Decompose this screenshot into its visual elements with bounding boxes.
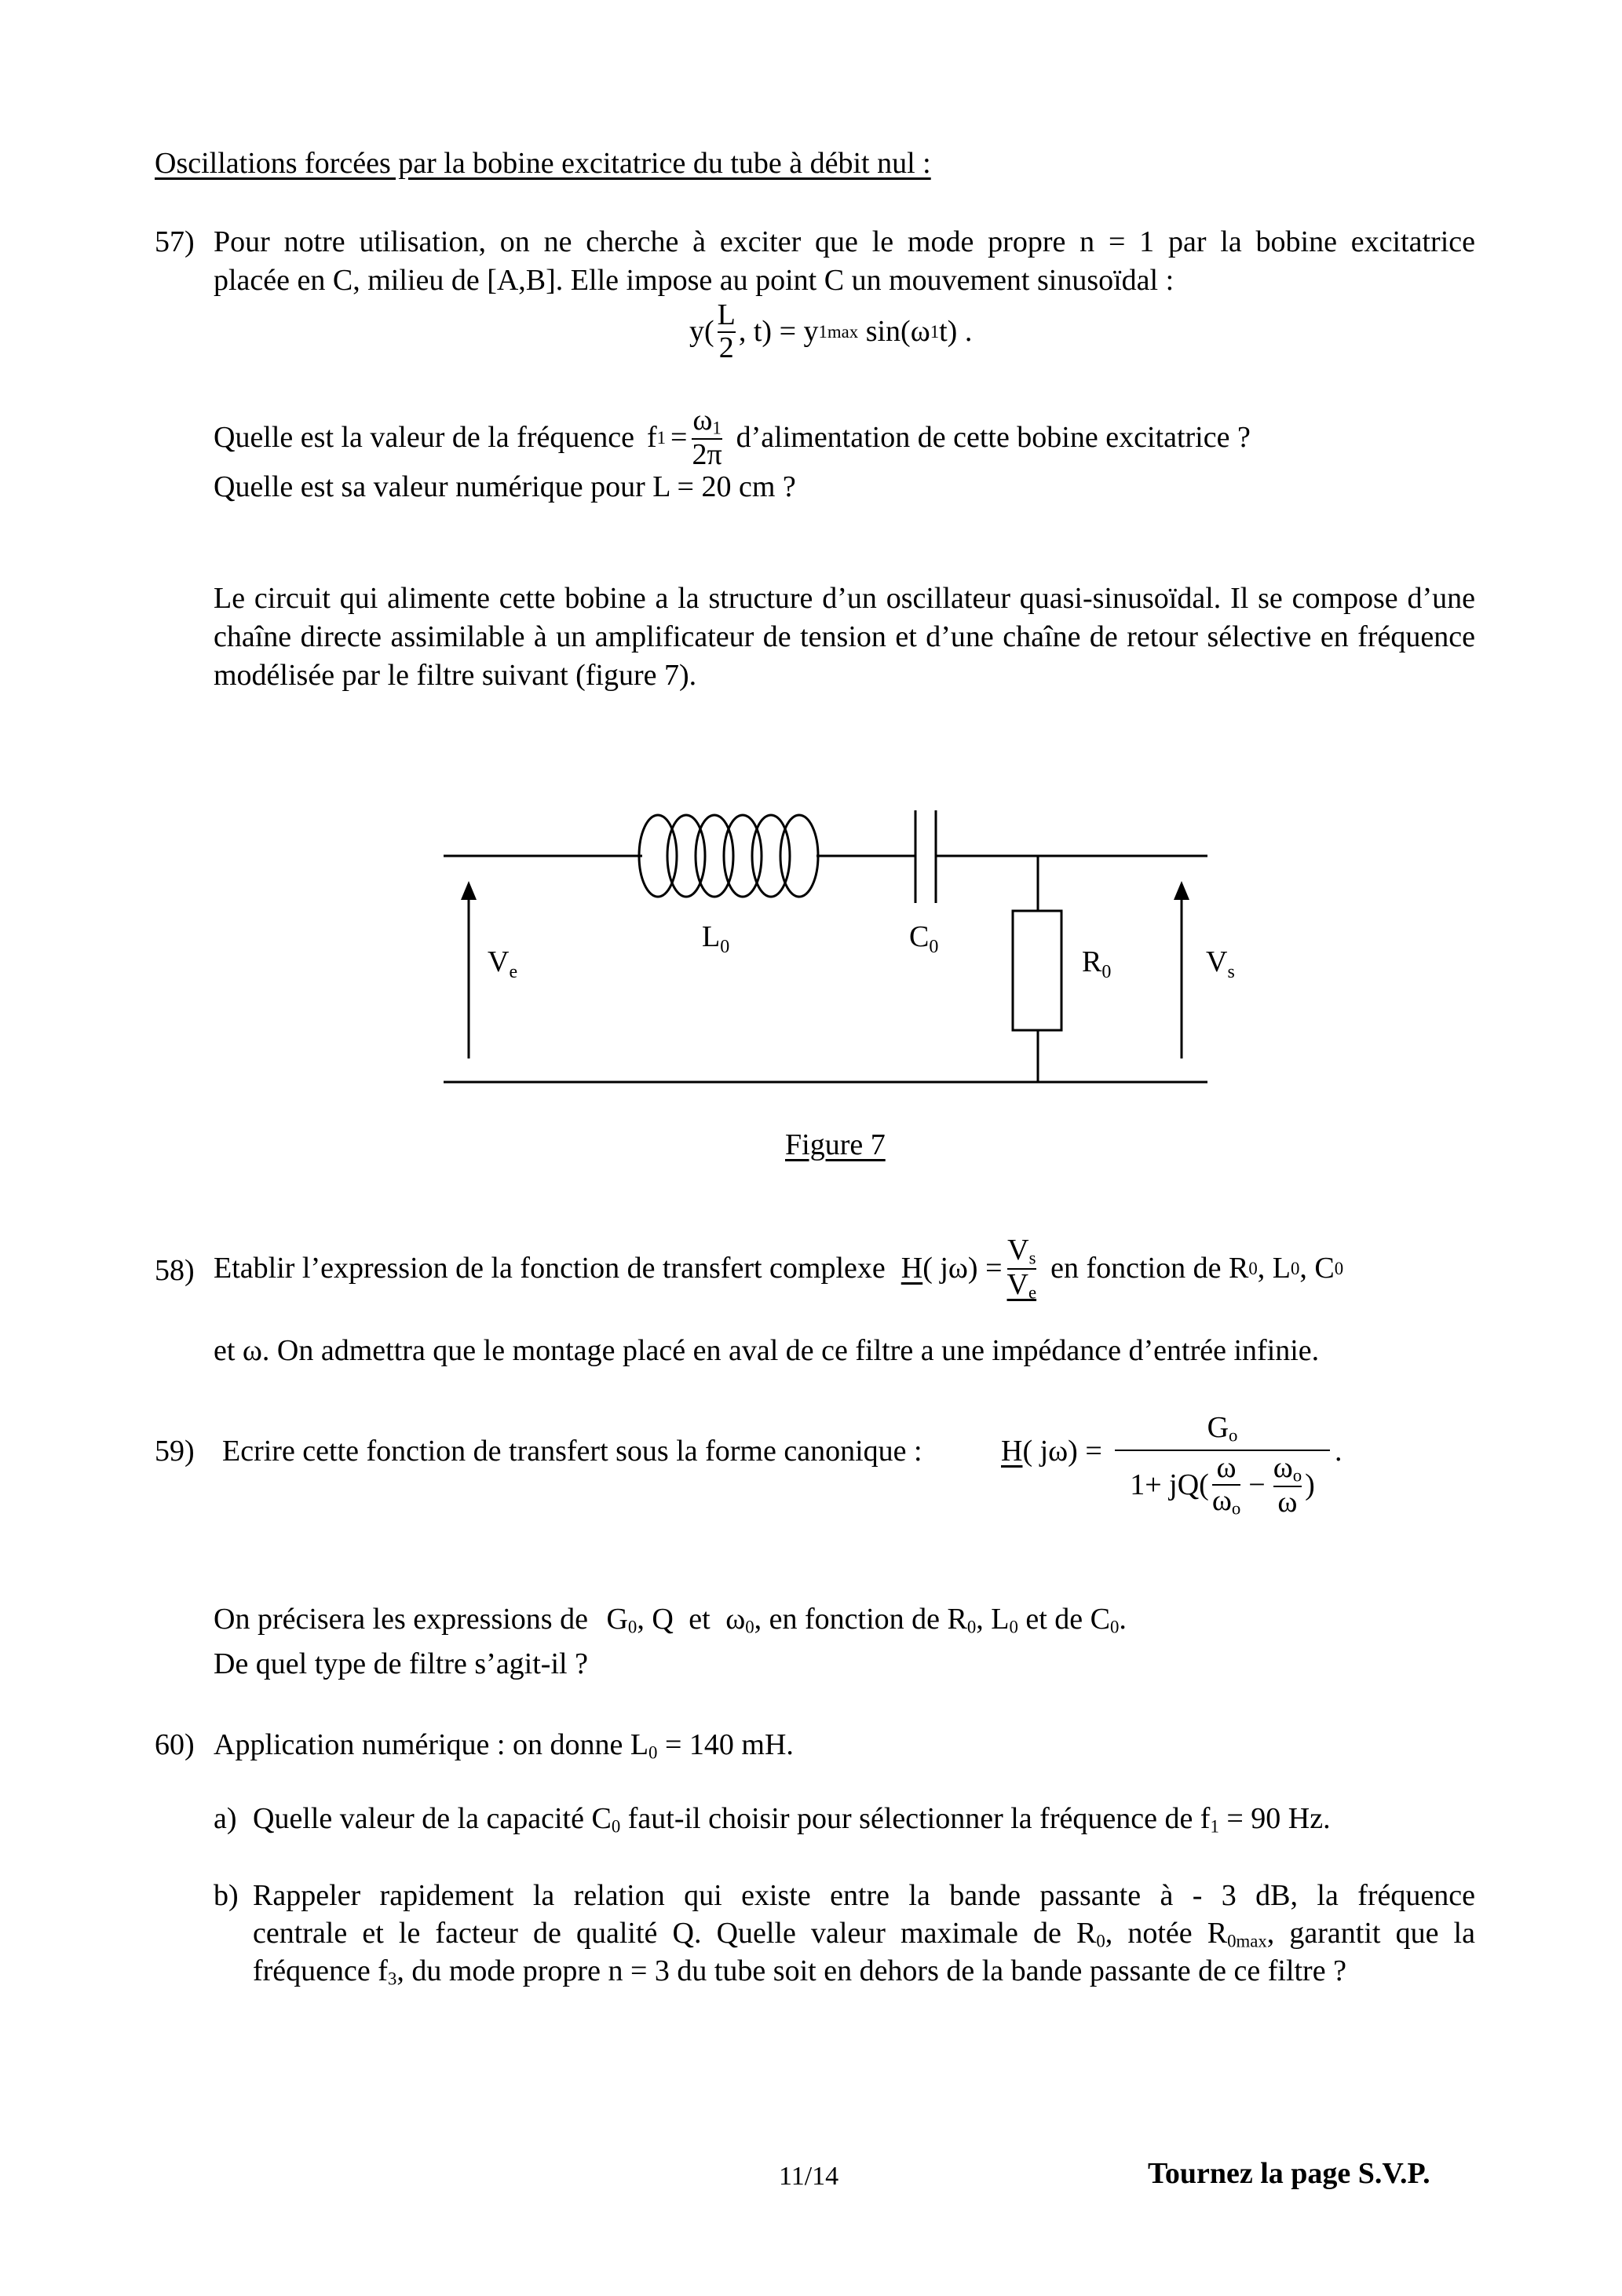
q57-number: 57)	[155, 225, 195, 258]
q57-line2: placée en C, milieu de [A,B]. Elle impose au point C un mouvement sinusoïdal :	[214, 264, 1174, 297]
q60-b-line1: Rappeler rapidement la relation qui existe entre la bande passante à - 3 dB, la fréquence	[253, 1879, 1475, 1912]
equation-y: y( $\frac{L}{2}$ , t) = y 1max sin(ω 1 t) .	[689, 298, 973, 364]
q59-period: .	[1335, 1435, 1343, 1468]
q59-precise: On précisera les expressions de $G_0$, Q et $\omega_0$, en fonction de $R_0$, $L_0$ et de $C_0$.	[214, 1603, 1127, 1637]
q57-line1: Pour notre utilisation, on ne cherche à exciter que le mode propre n = 1 par la bobine excitatrice	[214, 225, 1475, 258]
q59-number: 59)	[155, 1435, 195, 1468]
label-c0: $C_0$	[909, 920, 939, 957]
page-number: 11/14	[779, 2162, 839, 2191]
q60-number: 60)	[155, 1728, 195, 1761]
ve-arrowhead	[461, 881, 477, 900]
q60-a-text: Quelle valeur de la capacité $C_0$ faut-il choisir pour sélectionner la fréquence de $f_1 = 90$ Hz.	[253, 1802, 1331, 1837]
vs-arrowhead	[1174, 881, 1189, 900]
label-vs: $V_s$	[1206, 945, 1235, 982]
circuit-paragraph: Le circuit qui alimente cette bobine a la structure d’un oscillateur quasi-sinusoïdal. Il se compose d’une chaîne directe assimilable à un amplificateur de tension et d’une chaîne de retour sélective en fréquence modélisée par le filtre suivant (figure 7).	[214, 582, 1475, 692]
q58-line2: et ω. On admettra que le montage placé en aval de ce filtre a une impédance d’entrée infinie.	[214, 1334, 1320, 1367]
label-r0: $R_0$	[1082, 945, 1112, 982]
q58-text: Etablir l’expression de la fonction de transfert complexe H ( jω) = $\frac{V_s}{V_e}$ en fonction de R 0 , L 0 , C 0	[214, 1234, 1344, 1303]
q60-b-label: b)	[214, 1879, 239, 1912]
label-l0: $L_0$	[702, 920, 730, 957]
figure-caption: Figure 7	[785, 1128, 886, 1161]
turn-page-note: Tournez la page S.V.P.	[1148, 2157, 1430, 2190]
q59-lhs: H( jω) =	[1001, 1435, 1102, 1468]
inductor-coil	[639, 815, 818, 897]
q60-a-label: a)	[214, 1802, 237, 1835]
section-title: Oscillations forcées par la bobine excitatrice du tube à débit nul :	[155, 147, 931, 180]
q60-b-line2: centrale et le facteur de qualité Q. Quelle valeur maximale de $R_0$, notée $R_{0max}$, garantit que la	[253, 1917, 1475, 1951]
q59-type-question: De quel type de filtre s’agit-il ?	[214, 1647, 588, 1680]
q59-prompt: Ecrire cette fonction de transfert sous la forme canonique :	[222, 1435, 922, 1468]
q57-numeric-question: Quelle est sa valeur numérique pour L = 20 cm ?	[214, 470, 796, 503]
q57-frequency-question: Quelle est la valeur de la fréquence f 1 = $\frac{\omega_1}{2\pi}$ d’alimentation de cette bobine excitatrice ?	[214, 404, 1251, 471]
q60-intro: Application numérique : on donne $L_0 = 140$ mH.	[214, 1728, 794, 1763]
q60-b-line3: fréquence $f_3$, du mode propre n = 3 du tube soit en dehors de la bande passante de ce filtre ?	[253, 1954, 1346, 1989]
q58-number: 58)	[155, 1254, 195, 1287]
label-ve: $V_e$	[488, 945, 518, 982]
q59-canonical-fraction: $G_o$ 1+ jQ( $\frac{\omega}{\omega_o}$ − $\frac{\omega_o}{\omega}$ )	[1115, 1410, 1330, 1519]
resistor-box	[1013, 911, 1061, 1030]
